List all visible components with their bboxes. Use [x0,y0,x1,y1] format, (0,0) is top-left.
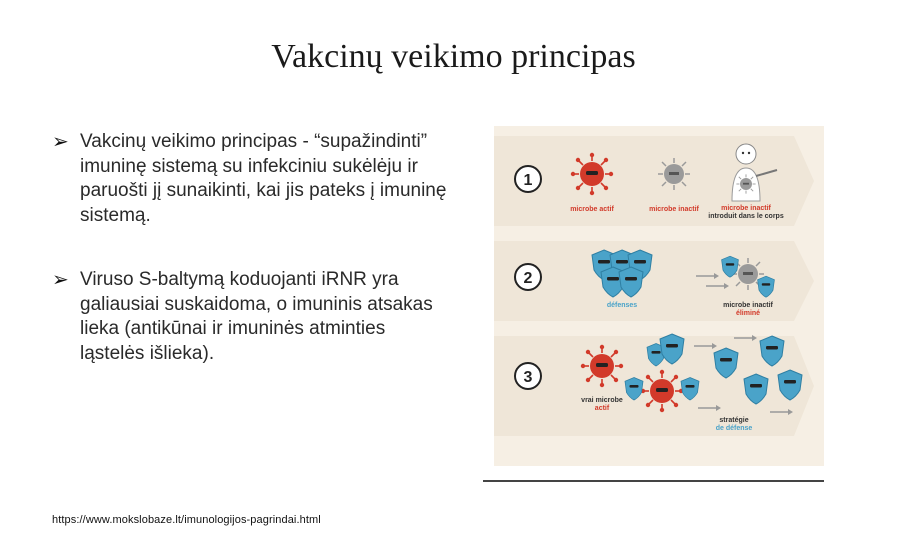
source-link[interactable]: https://www.mokslobaze.lt/imunologijos-pagrindai.html [52,514,321,526]
svg-text:microbe actif: microbe actif [570,206,614,213]
svg-text:1: 1 [523,172,533,189]
active-microbe-icon [571,153,613,195]
arrow-bullet-icon: ➢ [52,269,69,291]
bullet-text: Viruso S-baltymą koduojanti iRNR yra galiausiai suskaidoma, o imuninis atsakas lieka (antikūnai ir imuninės atminties ląstelės išlieka). [80,269,433,364]
svg-text:vrai microbe: vrai microbe [581,397,623,404]
svg-text:stratégie: stratégie [719,417,749,424]
step-3-icon [515,363,541,389]
svg-text:défenses: défenses [606,302,638,309]
page-title: Vakcinų veikimo principas [271,38,636,75]
svg-text:microbe inactif: microbe inactif [723,302,773,309]
svg-text:éliminé: éliminé [735,310,761,317]
svg-text:2: 2 [523,270,533,287]
bullet-item [52,268,452,366]
real-microbe-icon [581,345,623,387]
step-2-icon [515,264,541,290]
step-1-icon [515,166,541,192]
svg-text:actif: actif [594,405,610,412]
inactive-microbe-icon [658,158,690,190]
svg-text:introduit dans le corps: introduit dans le corps [708,213,784,220]
svg-text:microbe inactif: microbe inactif [649,206,699,213]
bullet-item [52,130,452,228]
divider-line [483,480,824,482]
svg-text:3: 3 [523,369,533,386]
vaccine-illustration [494,126,824,466]
arrow-bullet-icon: ➢ [52,131,69,153]
svg-text:microbe inactif: microbe inactif [721,205,771,212]
bullet-text: Vakcinų veikimo principas - “supažindinti” imuninę sistemą su infekciniu sukėlėju ir paruošti jį sunaikinti, kai jis pateks į imuninę sistemą. [80,131,447,226]
bullet-list [52,130,452,406]
svg-text:de défense: de défense [715,425,753,432]
